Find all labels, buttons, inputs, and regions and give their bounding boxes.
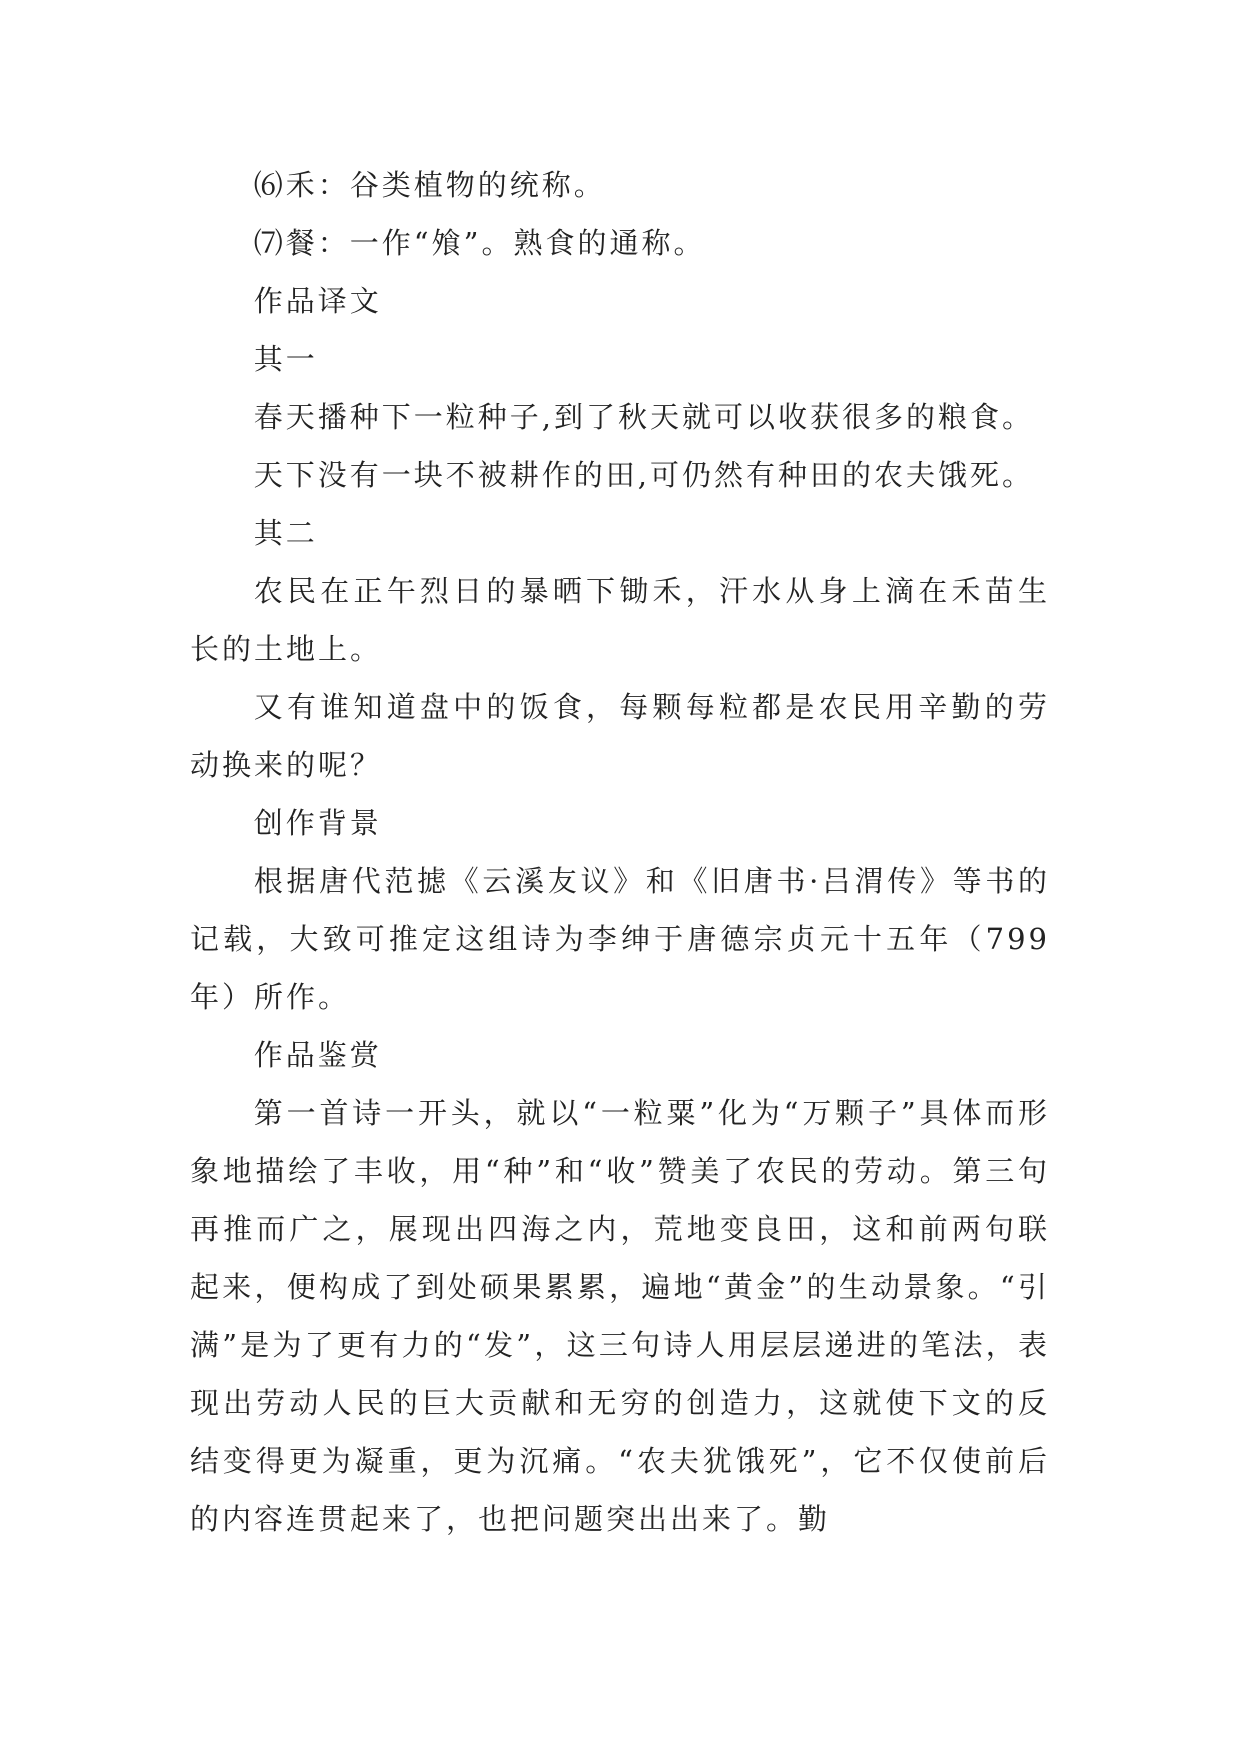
section-heading-translation: 作品译文 (253, 284, 382, 318)
subheading-poem-one: 其一 (253, 342, 318, 376)
section-heading-appreciation: 作品鉴赏 (253, 1038, 382, 1072)
subheading-poem-two: 其二 (253, 516, 318, 550)
annotation-7: ⑺餐：一作“飧”。熟食的通称。 (253, 226, 706, 260)
appreciation-paragraph: 第一首诗一开头，就以“一粒粟”化为“万颗子”具体而形象地描绘了丰收，用“种”和“收”赞美了农民的劳动。第三句再推而广之，展现出四海之内，荒地变良田，这和前两句联起来，便构成了到处硕果累累，遍地“黄金”的生动景象。“引满”是为了更有力的“发”，这三句诗人用层层递进的笔法，表现出劳动人民的巨大贡献和无穷的创造力，这就使下文的反结变得更为凝重，更为沉痛。“农夫犹饿死”，它不仅使前后的内容连贯起来了，也把问题突出出来了。勤 (190, 1096, 1050, 1536)
section-heading-background: 创作背景 (253, 806, 382, 840)
translation-line: 天下没有一块不被耕作的田,可仍然有种田的农夫饿死。 (253, 458, 1035, 492)
annotation-6: ⑹禾：谷类植物的统称。 (253, 168, 606, 202)
translation-line: 又有谁知道盘中的饭食，每颗每粒都是农民用辛勤的劳动换来的呢？ (190, 690, 1050, 782)
translation-line: 农民在正午烈日的暴晒下锄禾，汗水从身上滴在禾苗生长的土地上。 (190, 574, 1050, 666)
translation-line: 春天播种下一粒种子,到了秋天就可以收获很多的粮食。 (253, 400, 1035, 434)
document-body (190, 156, 1050, 1548)
background-paragraph: 根据唐代范摅《云溪友议》和《旧唐书·吕渭传》等书的记载，大致可推定这组诗为李绅于唐德宗贞元十五年（799年）所作。 (190, 864, 1050, 1014)
